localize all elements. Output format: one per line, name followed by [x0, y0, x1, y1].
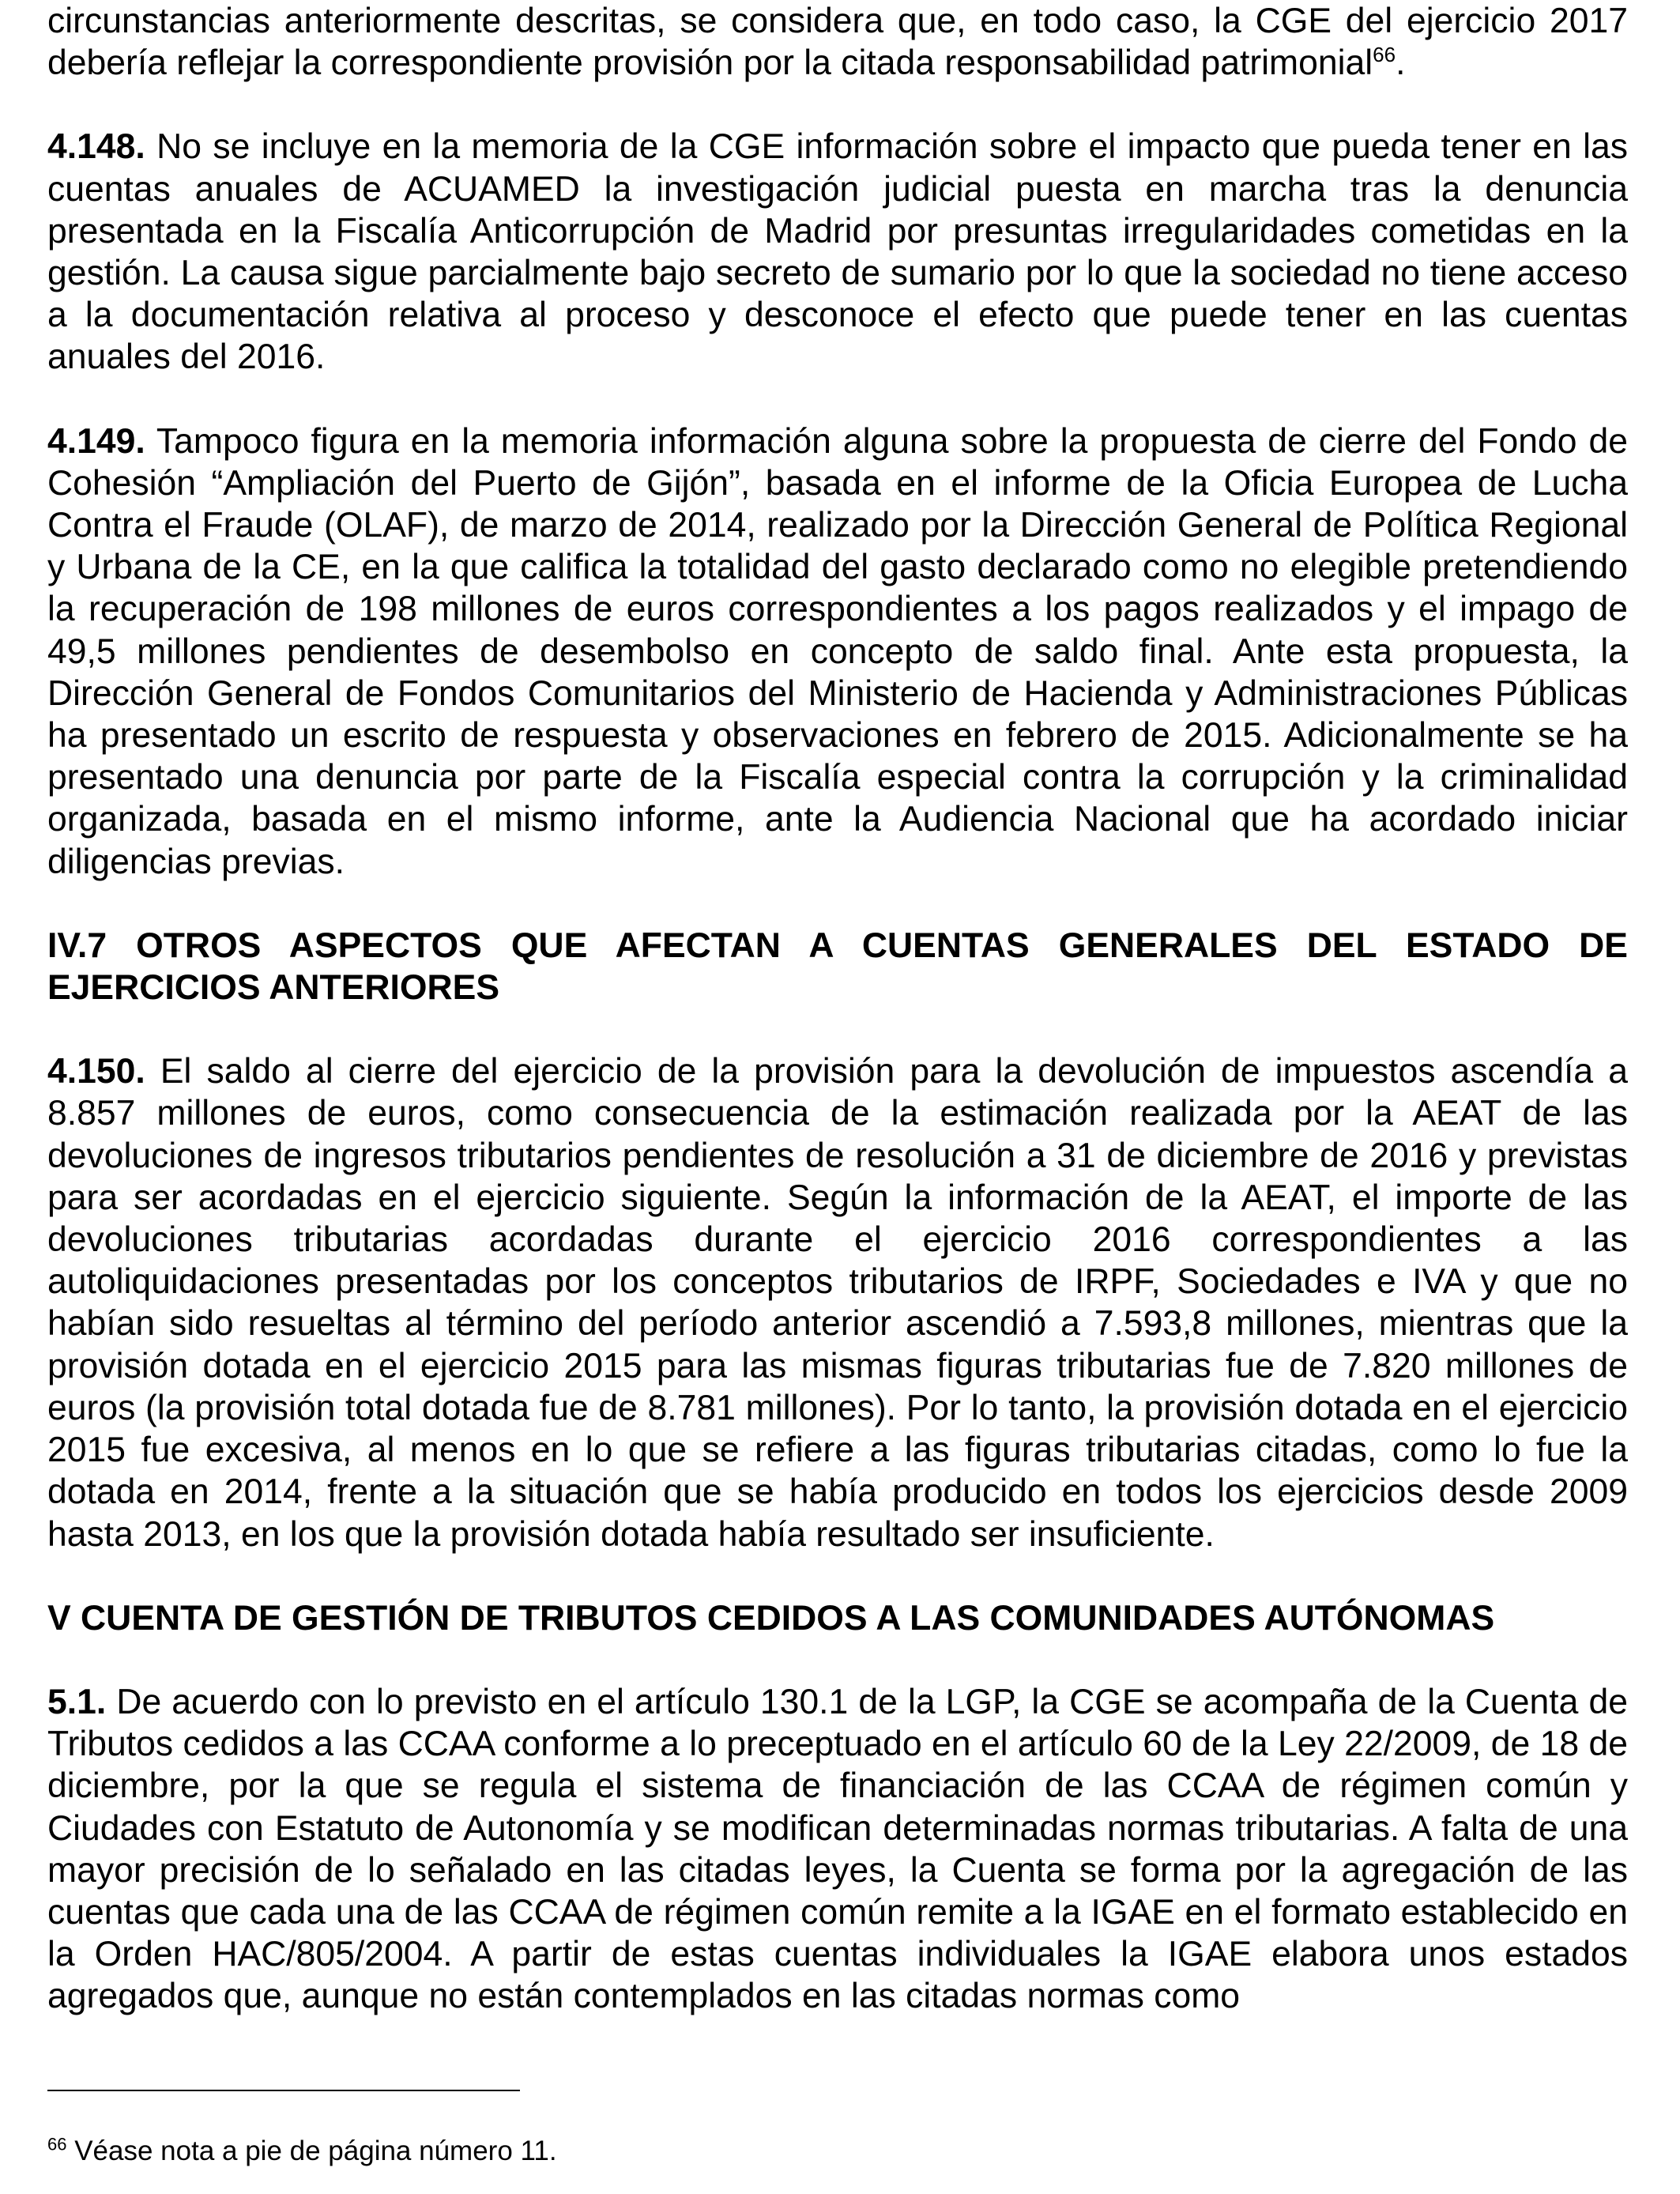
footnote-reference[interactable]: 66 [1373, 43, 1396, 67]
document-page [47, 0, 1628, 2018]
paragraph-text: De acuerdo con lo previsto en el artículo 130.1 de la LGP, la CGE se acompaña de la Cuenta de Tributos cedidos a las CCAA conforme a lo preceptuado en el artículo 60 de la Ley 22/2009, de 18 de diciembre, por la que se regula el sistema de financiación de las CCAA de régimen común y Ciudades con Estatuto de Autonomía y se modifican determinadas normas tributarias. A falta de una mayor precisión de lo señalado en las citadas leyes, la Cuenta se forma por la agregación de las cuentas que cada una de las CCAA de régimen común remite a la IGAE en el formato establecido en la Orden HAC/805/2004. A partir de estas cuentas individuales la IGAE elabora unos estados agregados que, aunque no están contemplados en las citadas normas como [47, 1682, 1628, 2016]
paragraph-text: No se incluye en la memoria de la CGE información sobre el impacto que pueda tener en las cuentas anuales de ACUAMED la investigación judicial puesta en marcha tras la denuncia presentada en la Fiscalía Anticorrupción de Madrid por presuntas irregularidades cometidas en la gestión. La causa sigue parcialmente bajo secreto de sumario por lo que la sociedad no tiene acceso a la documentación relativa al proceso y desconoce el efecto que puede tener en las cuentas anuales del 2016. [47, 127, 1628, 377]
paragraph-number: 4.148. [47, 127, 145, 167]
paragraph-text: El saldo al cierre del ejercicio de la provisión para la devolución de impuestos ascendía a 8.857 millones de euros, como consecuencia de la estimación realizada por la AEAT de las devoluciones de ingresos tributarios pendientes de resolución a 31 de diciembre de 2016 y previstas para ser acordadas en el ejercicio siguiente. Según la información de la AEAT, el importe de las devoluciones tributarias acordadas durante el ejercicio 2016 correspondientes a las autoliquidaciones presentadas por los conceptos tributarios de IRPF, Sociedades e IVA y que no habían sido resueltas al término del período anterior ascendió a 7.593,8 millones, mientras que la provisión dotada en el ejercicio 2015 para las mismas figuras tributarias fue de 7.820 millones de euros (la provisión total dotada fue de 8.781 millones). Por lo tanto, la provisión dotada en el ejercicio 2015 fue excesiva, al menos en lo que se refiere a las figuras tributarias citadas, como lo fue la dotada en 2014, frente a la situación que se había producido en todos los ejercicios desde 2009 hasta 2013, en los que la provisión dotada había resultado ser insuficiente. [47, 1052, 1628, 1554]
paragraph-4-148 [47, 126, 1628, 378]
paragraph-text: circunstancias anteriormente descritas, se considera que, en todo caso, la CGE del ejercicio 2017 debería reflejar la correspondiente provisión por la citada responsabilidad patrimonial [47, 2, 1628, 83]
section-heading-iv-7: IV.7 OTROS ASPECTOS QUE AFECTAN A CUENTAS GENERALES DEL ESTADO DE EJERCICIOS ANTERIORES [47, 925, 1628, 1008]
paragraph-text: Tampoco figura en la memoria información alguna sobre la propuesta de cierre del Fondo de Cohesión “Ampliación del Puerto de Gijón”, basada en el informe de la Oficia Europea de Lucha Contra el Fraude (OLAF), de marzo de 2014, realizado por la Dirección General de Política Regional y Urbana de la CE, en la que califica la totalidad del gasto declarado como no elegible pretendiendo la recuperación de 198 millones de euros correspondientes a los pagos realizados y el impago de 49,5 millones pendientes de desembolso en concepto de saldo final. Ante esta propuesta, la Dirección General de Fondos Comunitarios del Ministerio de Hacienda y Administraciones Públicas ha presentado un escrito de respuesta y observaciones en febrero de 2015. Adicionalmente se ha presentado una denuncia por parte de la Fiscalía especial contra la corrupción y la criminalidad organizada, basada en el mismo informe, ante la Audiencia Nacional que ha acordado iniciar diligencias previas. [47, 421, 1628, 881]
paragraph-number: 5.1. [47, 1682, 107, 1721]
paragraph-number: 4.150. [47, 1052, 145, 1091]
paragraph-continuation [47, 0, 1628, 84]
footnote-text: Véase nota a pie de página número 11. [66, 2136, 557, 2166]
paragraph-number: 4.149. [47, 421, 145, 461]
paragraph-4-150 [47, 1050, 1628, 1555]
footnote [47, 2134, 1628, 2169]
paragraph-5-1 [47, 1681, 1628, 2018]
paragraph-tail: . [1396, 43, 1406, 83]
paragraph-4-149 [47, 420, 1628, 883]
footnote-number: 66 [47, 2134, 67, 2154]
section-heading-v: V CUENTA DE GESTIÓN DE TRIBUTOS CEDIDOS A LAS COMUNIDADES AUTÓNOMAS [47, 1598, 1495, 1638]
footnote-separator [47, 2090, 520, 2091]
